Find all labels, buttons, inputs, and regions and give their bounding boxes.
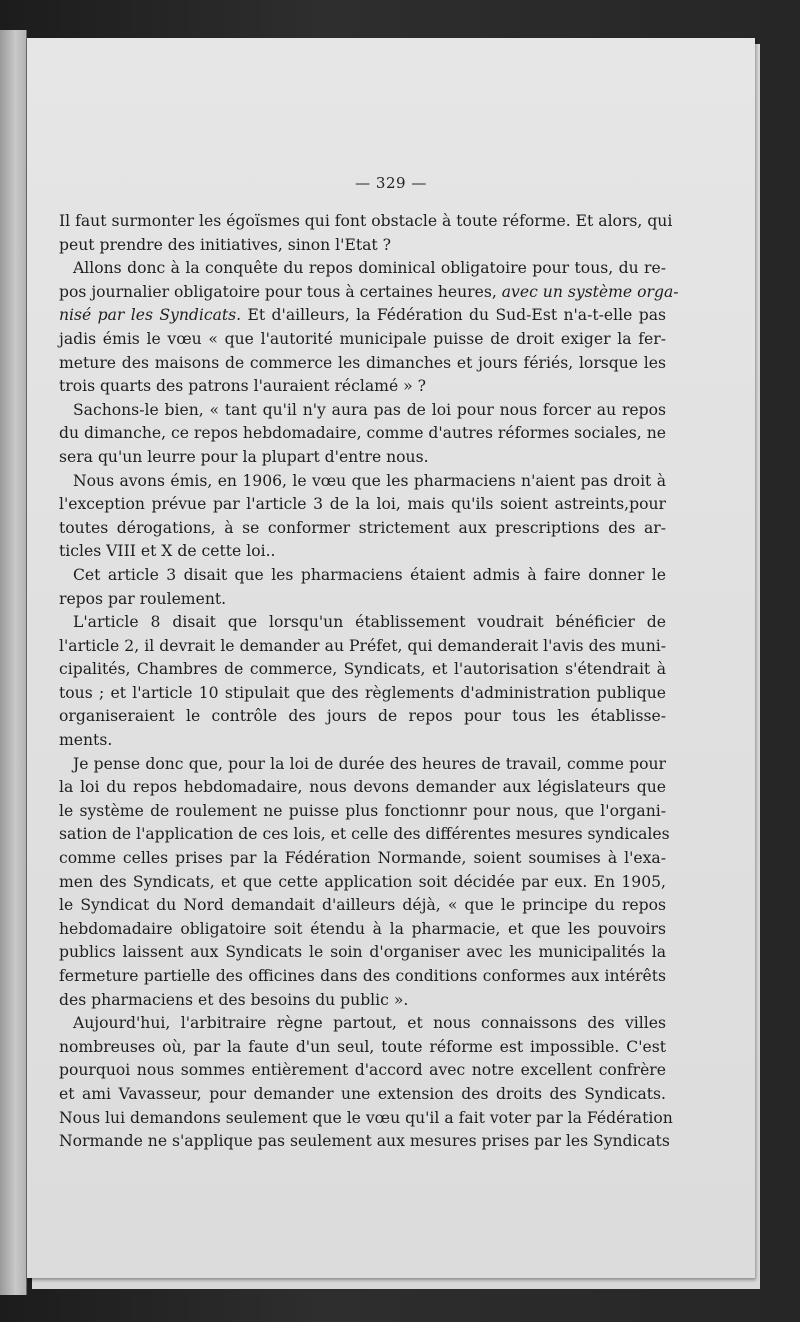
text-line: Je pense donc que, pour la loi de durée des heures de travail, comme pour [73, 754, 666, 773]
text-line: Aujourd'hui, l'arbitraire règne partout, et nous connaissons des villes [73, 1014, 666, 1033]
text-line: le système de roulement ne puisse plus fonctionnr pour nous, que l'organi- [59, 801, 666, 820]
text-line: sation de l'application de ces lois, et celle des différentes mesures syndicales [59, 825, 670, 844]
text-line: Allons donc à la conquête du repos dominical obligatoire pour tous, du re- [73, 259, 666, 278]
text-line: ticles VIII et X de cette loi.. [59, 542, 276, 561]
text-line: jadis émis le vœu « que l'autorité municipale puisse de droit exiger la fer- [59, 329, 666, 348]
text-line: repos par roulement. [59, 589, 227, 608]
text-line: organiseraient le contrôle des jours de repos pour tous les établisse- [59, 707, 666, 726]
italic-text: avec un système orga- [501, 282, 679, 301]
text-line: trois quarts des patrons l'auraient réclamé » ? [59, 377, 426, 396]
text-line: la loi du repos hebdomadaire, nous devons demander aux législateurs que [59, 778, 666, 797]
text-line: fermeture partielle des officines dans des conditions conformes aux intérêts [59, 967, 666, 985]
text-line: Il faut surmonter les égoïsmes qui font obstacle à toute réforme. Et alors, qui [59, 212, 673, 230]
text-line: Normande ne s'applique pas seulement aux mesures prises par les Syndicats [59, 1132, 670, 1151]
text-line: toutes dérogations, à se conformer strictement aux prescriptions des ar- [59, 518, 666, 537]
text-line: men des Syndicats, et que cette application soit décidée par eux. En 1905, [59, 872, 666, 891]
text-line: comme celles prises par la Fédération Normande, soient soumises à l'exa- [59, 849, 666, 868]
text-line: Nous avons émis, en 1906, le vœu que les pharmaciens n'aient pas droit à [73, 471, 666, 490]
text-line: des pharmaciens et des besoins du public ». [59, 990, 409, 1009]
text-line: l'exception prévue par l'article 3 de la loi, mais qu'ils soient astreints,pour [59, 495, 666, 514]
text-line [59, 281, 679, 305]
text-line: l'article 2, il devrait le demander au Préfet, qui demanderait l'avis des muni- [59, 636, 666, 655]
text-line: nombreuses où, par la faute d'un seul, toute réforme est impossible. C'est [59, 1037, 666, 1056]
text-line: L'article 8 disait que lorsqu'un établissement voudrait bénéficier de [73, 613, 666, 632]
text-line: cipalités, Chambres de commerce, Syndicats, et l'autorisation s'étendrait à [59, 660, 666, 679]
text-line: publics laissent aux Syndicats le soin d'organiser avec les municipalités la [59, 943, 666, 962]
text-line [59, 304, 666, 328]
text-line: ments. [59, 731, 113, 750]
text-line: meture des maisons de commerce les dimanches et jours fériés, lorsque les [59, 353, 666, 372]
text-line: et ami Vavasseur, pour demander une extension des droits des Syndicats. [59, 1084, 666, 1103]
text-line: pourquoi nous sommes entièrement d'accord avec notre excellent confrère [59, 1061, 666, 1080]
page-body-text [59, 210, 679, 1154]
text-line: le Syndicat du Nord demandait d'ailleurs déjà, « que le principe du repos [59, 896, 666, 915]
text-line: hebdomadaire obligatoire soit étendu à la pharmacie, et que les pouvoirs [59, 919, 666, 938]
text-line: Sachons-le bien, « tant qu'il n'y aura pas de loi pour nous forcer au repos [73, 400, 666, 419]
text-run: Et d'ailleurs, la Fédération du Sud-Est n'a-t-elle pas [241, 306, 667, 325]
text-line: Cet article 3 disait que les pharmaciens étaient admis à faire donner le [73, 565, 666, 584]
page-number: — 329 — [355, 174, 427, 192]
text-line: peut prendre des initiatives, sinon l'Etat ? [59, 235, 391, 254]
text-line: Nous lui demandons seulement que le vœu qu'il a fait voter par la Fédération [59, 1108, 673, 1127]
facing-page-edge [0, 30, 27, 1295]
text-line: sera qu'un leurre pour la plupart d'entre nous. [59, 447, 429, 466]
text-line: du dimanche, ce repos hebdomadaire, comme d'autres réformes sociales, ne [59, 424, 666, 443]
italic-text: nisé par les Syndicats. [59, 306, 242, 325]
book-page [27, 38, 755, 1278]
text-run: pos journalier obligatoire pour tous à certaines heures, [59, 282, 502, 301]
text-line: tous ; et l'article 10 stipulait que des règlements d'administration publique [59, 683, 666, 702]
